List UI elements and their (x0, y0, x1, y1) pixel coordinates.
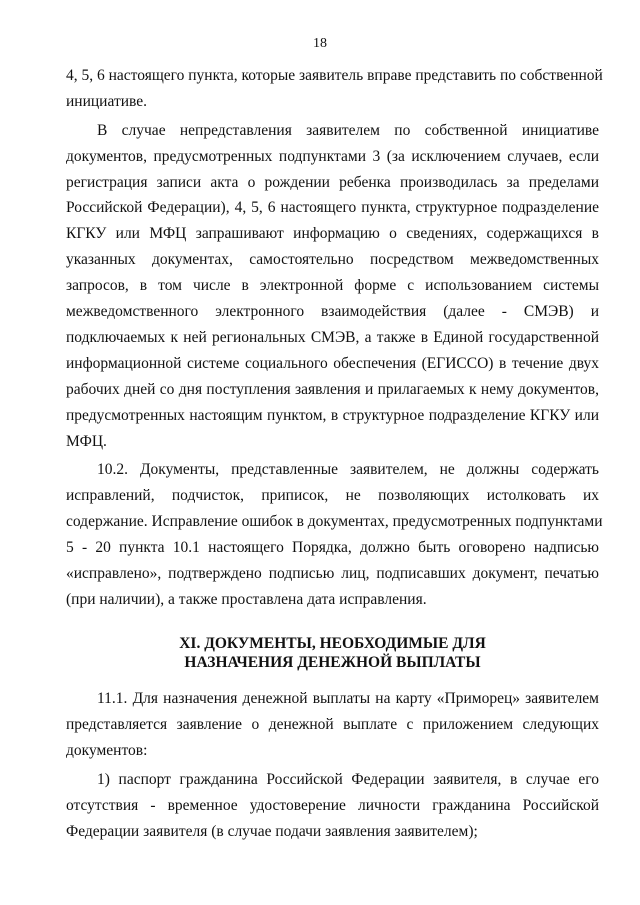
paragraph-line: 4, 5, 6 настоящего пункта, которые заявитель вправе представить по собственной (66, 67, 603, 84)
paragraph-line: 11.1. Для назначения денежной выплаты на карту «Приморец» заявителем (97, 690, 599, 707)
paragraph-line: документов: (66, 742, 148, 759)
paragraph-line: «исправлено», подтверждено подписью лиц, подписавших документ, печатью (66, 565, 599, 582)
paragraph-line: указанных документах, самостоятельно посредством межведомственных (66, 251, 599, 268)
paragraph-line: Российской Федерации), 4, 5, 6 настоящего пункта, структурное подразделение (66, 199, 599, 216)
paragraph-line: Федерации заявителя (в случае подачи заявления заявителем); (66, 823, 478, 840)
paragraph-line: документов, предусмотренных подпунктами 3 (за исключением случаев, если (66, 148, 599, 165)
paragraph-line: КГКУ или МФЦ запрашивают информацию о сведениях, содержащихся в (66, 225, 599, 242)
paragraph-line: информационной системе социального обеспечения (ЕГИССО) в течение двух (66, 355, 599, 372)
paragraph-line: исправлений, подчисток, приписок, не позволяющих истолковать их (66, 487, 599, 504)
paragraph-line: (при наличии), а также проставлена дата исправления. (66, 591, 427, 608)
section-heading-line: НАЗНАЧЕНИЯ ДЕНЕЖНОЙ ВЫПЛАТЫ (184, 654, 481, 671)
paragraph-line: 5 - 20 пункта 10.1 настоящего Порядка, должно быть оговорено надписью (66, 539, 599, 556)
paragraph-line: 1) паспорт гражданина Российской Федерации заявителя, в случае его (97, 771, 599, 788)
paragraph-line: межведомственного электронного взаимодействия (далее - СМЭВ) и (66, 303, 599, 320)
paragraph-line: МФЦ. (66, 433, 107, 450)
paragraph-line: представляется заявление о денежной выплате с приложением следующих (66, 716, 599, 733)
paragraph-line: содержание. Исправление ошибок в документах, предусмотренных подпунктами (66, 513, 603, 530)
paragraph-line: 10.2. Документы, представленные заявителем, не должны содержать (97, 461, 599, 478)
page-number: 18 (313, 36, 327, 51)
paragraph-line: регистрация записи акта о рождении ребенка производилась за пределами (66, 174, 599, 191)
paragraph-line: запросов, в том числе в электронной форме с использованием системы (66, 277, 599, 294)
paragraph-line: отсутствия - временное удостоверение личности гражданина Российской (66, 797, 599, 814)
paragraph-line: инициативе. (66, 93, 148, 110)
paragraph-line: рабочих дней со дня поступления заявления и прилагаемых к нему документов, (66, 381, 599, 398)
paragraph-line: В случае непредставления заявителем по собственной инициативе (97, 122, 599, 139)
section-heading-line: XI. ДОКУМЕНТЫ, НЕОБХОДИМЫЕ ДЛЯ (179, 635, 486, 652)
paragraph-line: предусмотренных настоящим пунктом, в структурное подразделение КГКУ или (66, 407, 599, 424)
paragraph-line: подключаемых к ней региональных СМЭВ, а также в Единой государственной (66, 329, 599, 346)
